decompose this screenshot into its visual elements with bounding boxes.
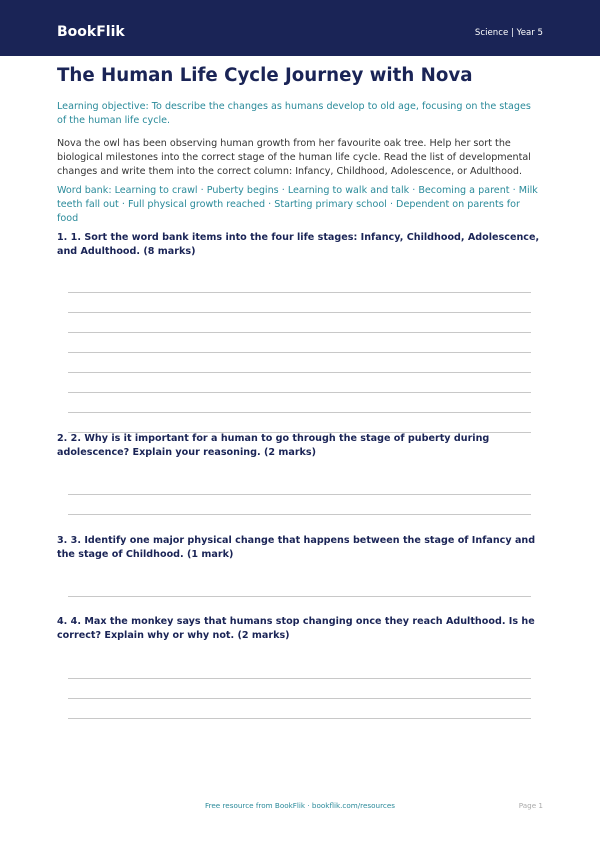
subject-year-label: Science | Year 5 <box>474 28 543 38</box>
word-bank: Word bank: Learning to crawl · Puberty begins · Learning to walk and talk · Becoming a parent · Milk teeth fall out · Full physical growth reached · Starting primary school · Dependent on parents for food <box>57 185 538 224</box>
answer-line[interactable] <box>68 698 531 699</box>
intro-text: Nova the owl has been observing human growth from her favourite oak tree. Help her sort the biological milestones into the correct stage of the human life cycle. Read the list of developmental changes and write them into the correct column: Infancy, Childhood, Adolescence, or Adulthood. <box>57 138 531 177</box>
answer-line[interactable] <box>68 514 531 515</box>
answer-line[interactable] <box>68 372 531 373</box>
answer-line[interactable] <box>68 718 531 719</box>
question-1: 1. 1. Sort the word bank items into the four life stages: Infancy, Childhood, Adolescence, and Adulthood. (8 marks) <box>57 232 540 257</box>
answer-line[interactable] <box>68 332 531 333</box>
answer-line[interactable] <box>68 494 531 495</box>
brand-logo: BookFlik <box>57 24 125 40</box>
page-number: Page 1 <box>518 801 543 810</box>
answer-line[interactable] <box>68 678 531 679</box>
answer-line[interactable] <box>68 392 531 393</box>
question-3: 3. 3. Identify one major physical change that happens between the stage of Infancy and the stage of Childhood. (1 mark) <box>57 535 536 560</box>
footer-resource-link[interactable]: Free resource from BookFlik · bookflik.com/resources <box>204 801 396 810</box>
answer-line[interactable] <box>68 292 531 293</box>
learning-objective: Learning objective: To describe the changes as humans develop to old age, focusing on the stages of the human life cycle. <box>57 101 531 126</box>
question-4: 4. 4. Max the monkey says that humans stop changing once they reach Adulthood. Is he correct? Explain why or why not. (2 marks) <box>57 616 535 641</box>
answer-line[interactable] <box>68 596 531 597</box>
answer-line[interactable] <box>68 412 531 413</box>
question-2: 2. 2. Why is it important for a human to go through the stage of puberty during adolescence? Explain your reasoning. (2 marks) <box>57 433 490 458</box>
page-title: The Human Life Cycle Journey with Nova <box>57 65 473 86</box>
answer-line[interactable] <box>68 352 531 353</box>
page-header <box>0 0 600 56</box>
answer-line[interactable] <box>68 312 531 313</box>
